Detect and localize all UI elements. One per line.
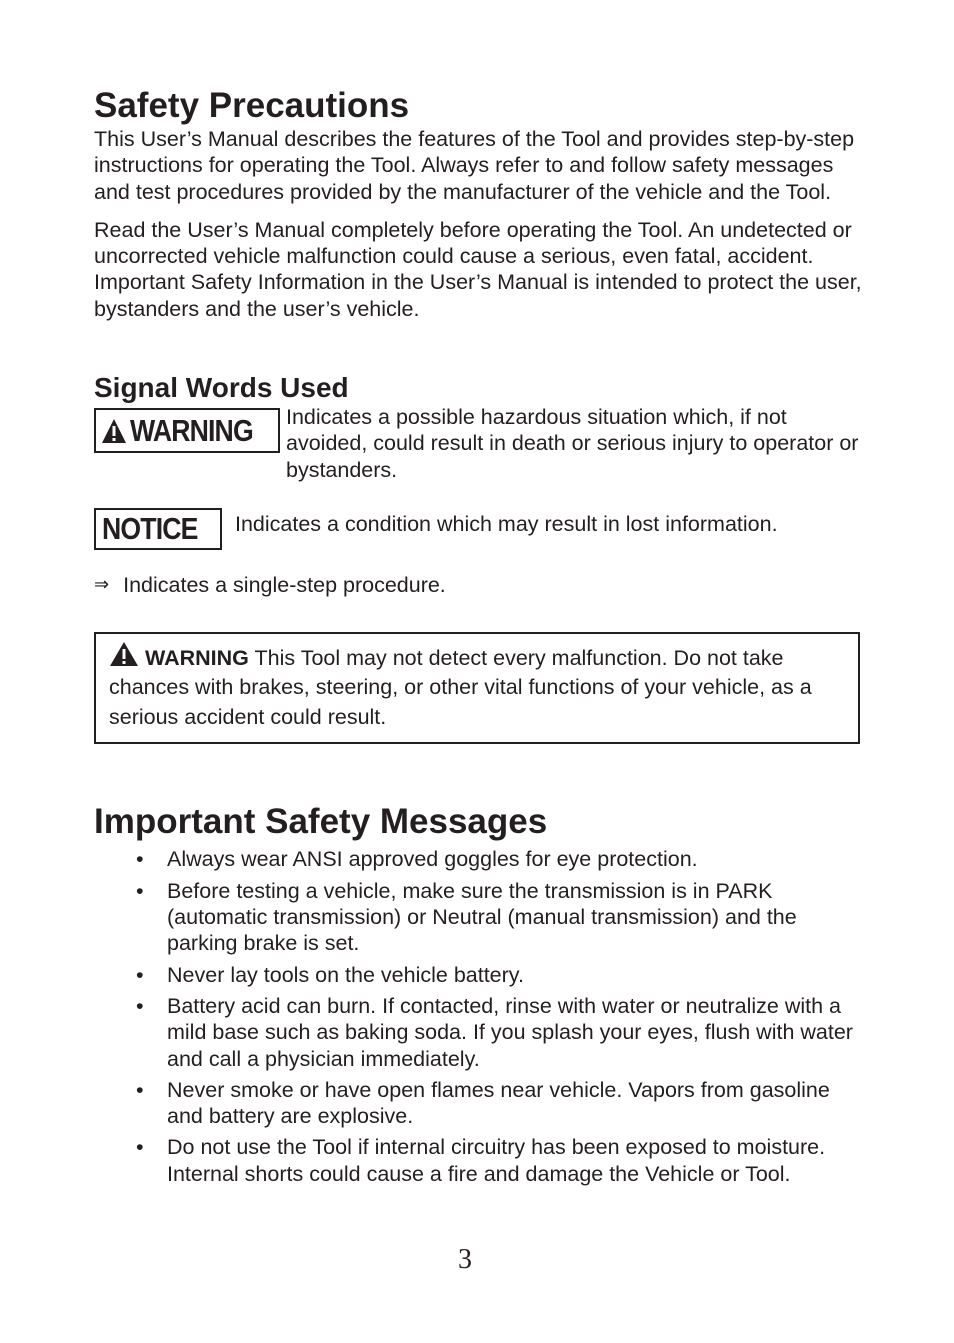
section-title-safety-precautions: Safety Precautions	[94, 86, 410, 125]
warning-box-text: This Tool may not detect every malfunction. Do not take chances with brakes, steering, or other vital functions of your vehicle, as a serious accident could result.	[109, 645, 812, 729]
bullet: •	[136, 962, 144, 987]
list-item: • Battery acid can burn. If contacted, rinse with water or neutralize with a mild base such as baking soda. If you splash your eyes, flush with water and call a physician immediately.	[136, 993, 853, 1071]
list-item: • Always wear ANSI approved goggles for eye protection.	[136, 847, 698, 872]
warning-box	[94, 632, 860, 745]
bullet: •	[136, 878, 144, 903]
bullet: •	[136, 993, 144, 1018]
warning-badge	[94, 408, 280, 453]
bullet: •	[136, 847, 144, 872]
intro-paragraph: This User’s Manual describes the features of the Tool and provides step-by-step instructions for operating the Tool. Always refer to and follow safety messages and test procedures provided by the manufacturer of the vehicle and the Tool.	[94, 127, 855, 204]
list-item: • Before testing a vehicle, make sure the transmission is in PARK (automatic transmission) or Neutral (manual transmission) and the parking brake is set.	[136, 878, 797, 956]
list-item: • Never smoke or have open flames near vehicle. Vapors from gasoline and battery are explosive.	[136, 1077, 830, 1129]
notice-description: Indicates a condition which may result in lost information.	[235, 511, 778, 536]
signal-step-row	[94, 572, 862, 598]
step-description: Indicates a single-step procedure.	[123, 572, 446, 597]
section-title-signal-words: Signal Words Used	[94, 372, 349, 404]
signal-warning-row	[94, 404, 862, 483]
bullet: •	[136, 1135, 144, 1160]
warning-triangle-icon	[109, 641, 139, 667]
warning-description: Indicates a possible hazardous situation which, if not avoided, could result in death or serious injury to operator or bystanders.	[286, 405, 859, 482]
read-manual-paragraph: Read the User’s Manual completely before operating the Tool. An undetected or uncorrected vehicle malfunction could cause a serious, even fatal, accident. Important Safety Information in the User’s Manual is intended to protect the user, bystanders and the user’s vehicle.	[94, 217, 862, 321]
manual-page	[94, 86, 862, 1192]
double-arrow-icon: ⇒	[94, 573, 110, 595]
list-item: • Do not use the Tool if internal circuitry has been exposed to moisture. Internal shorts could cause a fire and damage the Vehicle or Tool.	[136, 1135, 826, 1186]
bullet: •	[136, 1077, 144, 1102]
safety-messages-list	[94, 846, 862, 1187]
notice-badge	[94, 508, 222, 550]
list-item: • Never lay tools on the vehicle battery.	[136, 962, 524, 987]
warning-badge-label: WARNING	[130, 412, 253, 448]
warning-box-label: WARNING	[145, 645, 249, 670]
signal-notice-row	[94, 508, 862, 550]
warning-triangle-icon	[101, 418, 127, 444]
section-title-important-safety: Important Safety Messages	[94, 802, 548, 842]
page-number: 3	[458, 1244, 472, 1275]
notice-badge-label: NOTICE	[102, 510, 199, 546]
